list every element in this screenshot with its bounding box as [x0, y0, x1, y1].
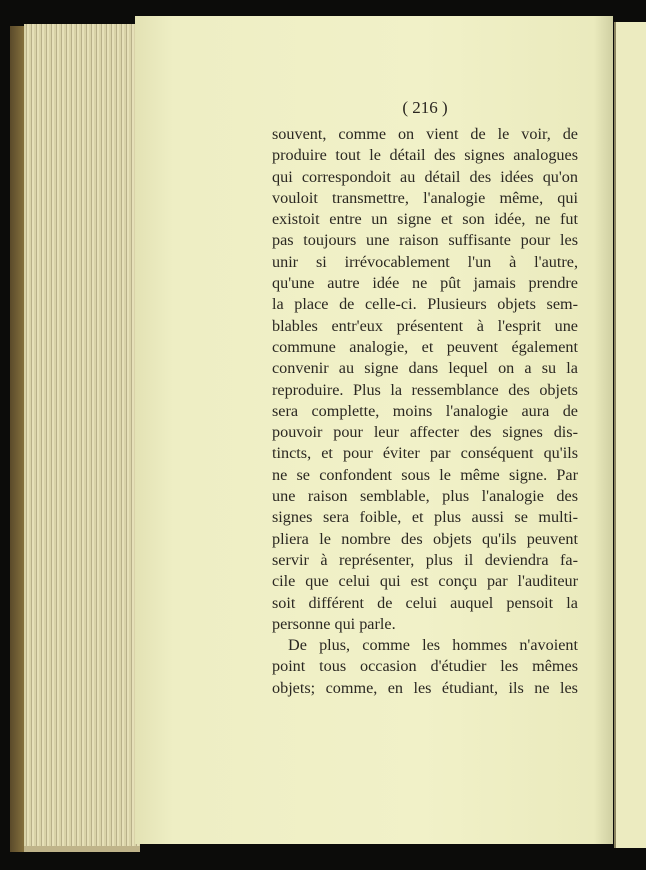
- text-line: servir à représenter, plus il deviendra fa-: [272, 550, 578, 569]
- next-page-edge: [614, 22, 646, 848]
- page-number: ( 216 ): [402, 98, 448, 117]
- text-line: blables entr'eux présentent à l'esprit une: [272, 316, 578, 335]
- page-text: [272, 124, 578, 699]
- text-line: commune analogie, et peuvent également: [272, 337, 578, 356]
- text-line: une raison semblable, plus l'analogie des: [272, 487, 578, 506]
- text-line: signes sera foible, et plus aussi se multi-: [272, 508, 578, 527]
- text-line: vouloit transmettre, l'analogie même, qui: [272, 188, 578, 207]
- text-line: pliera le nombre des objets qu'ils peuvent: [272, 529, 578, 548]
- text-line: sera complette, moins l'analogie aura de: [272, 401, 578, 420]
- text-line: qui correspondoit au détail des idées qu'on: [272, 167, 578, 186]
- text-line: personne qui parle.: [272, 614, 396, 633]
- text-line: convenir au signe dans lequel on a su la: [272, 359, 578, 378]
- text-line: De plus, comme les hommes n'avoient: [288, 636, 578, 655]
- text-line: pas toujours une raison suffisante pour les: [272, 231, 578, 250]
- text-line: pouvoir pour leur affecter des signes dis-: [272, 423, 578, 442]
- text-line: existoit entre un signe et son idée, ne fut: [272, 210, 578, 229]
- text-line: reproduire. Plus la ressemblance des objets: [272, 380, 578, 399]
- text-line: unir si irrévocablement l'un à l'autre,: [272, 252, 578, 271]
- page-stack: [24, 24, 140, 852]
- text-line: ne se confondent sous le même signe. Par: [272, 465, 578, 484]
- text-line: tincts, et pour éviter par conséquent qu'ils: [272, 444, 578, 463]
- text-line: objets; comme, en les étudiant, ils ne les: [272, 678, 578, 697]
- text-line: qu'une autre idée ne pût jamais prendre: [272, 274, 578, 293]
- text-line: soit différent de celui auquel pensoit la: [272, 593, 578, 612]
- text-line: cile que celui qui est conçu par l'auditeur: [272, 572, 578, 591]
- text-line: produire tout le détail des signes analogues: [272, 146, 578, 165]
- text-line: souvent, comme on vient de le voir, de: [272, 125, 578, 143]
- text-line: la place de celle-ci. Plusieurs objets sem-: [272, 295, 578, 314]
- text-line: point tous occasion d'étudier les mêmes: [272, 657, 578, 676]
